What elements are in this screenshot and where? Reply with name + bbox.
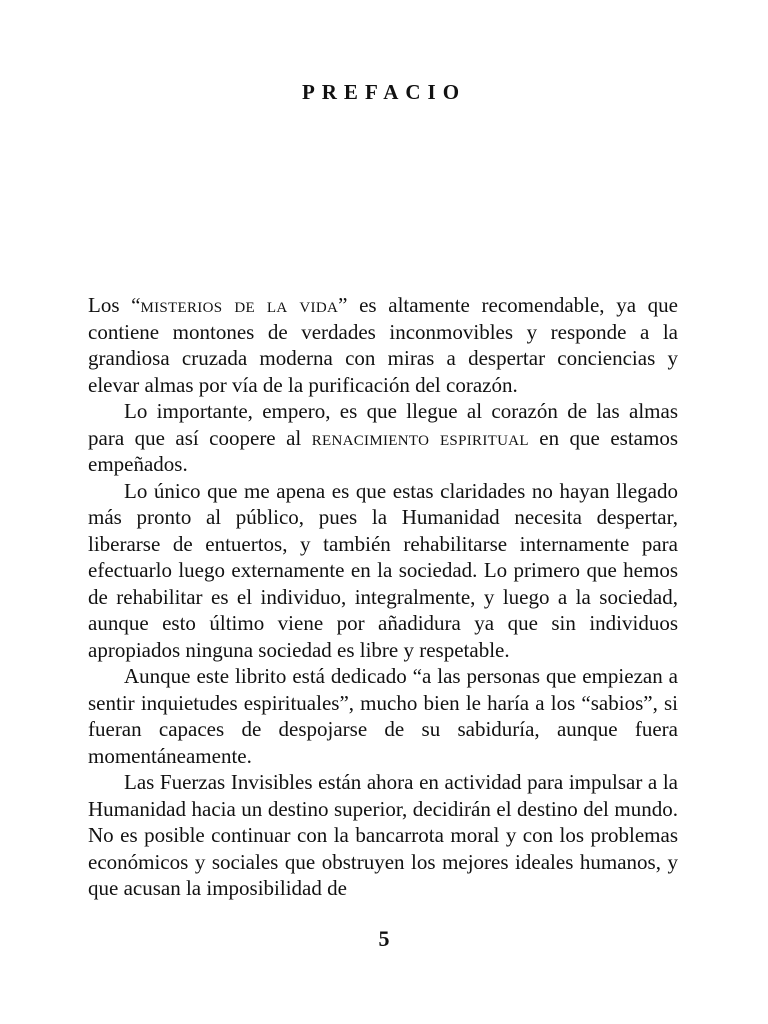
- book-title-small-caps: misterios de la vida: [140, 293, 339, 317]
- renacimiento-small-caps: renacimiento espiritual: [311, 425, 529, 450]
- paragraph-5: Las Fuerzas Invisibles están ahora en actividad para impulsar a la Humanidad hacia un destino superior, decidirán el destino del mundo. No es posible continuar con la bancarrota moral y con los problemas económicos y sociales que obstruyen los mejores ideales humanos, y que acusan la imposibilidad de: [88, 770, 678, 900]
- paragraph-2-rest: en que estamos empeñados.: [88, 425, 679, 476]
- paragraph-1: [88, 292, 678, 398]
- paragraph-1-rest: ” es altamente recomendable, ya que contiene montones de verdades inconmovibles y responde a la grandiosa cruzada moderna con miras a despertar conciencias y elevar almas por vía de la purificación del corazón.: [88, 293, 678, 397]
- paragraph-3: Lo único que me apena es que estas claridades no hayan llegado más pronto al público, pues la Humanidad necesita despertar, liberarse de entuertos, y también rehabilitarse internamente para efectuarlo luego externamente en la sociedad. Lo primero que hemos de rehabilitar es el individuo, integralmente, y luego a la sociedad, aunque esto último viene por añadidura ya que sin individuos apropiados ninguna sociedad es libre y respetable.: [88, 478, 678, 662]
- chapter-heading: PREFACIO: [301, 80, 467, 104]
- paragraph-2-lead: Lo importante, empero, es que llegue al corazón de las almas para que así coopere al: [88, 399, 678, 450]
- paragraph-1-lead: Los “: [88, 293, 141, 317]
- page-number: 5: [378, 926, 390, 951]
- preface-body: [88, 292, 678, 902]
- paragraph-4: Aunque este librito está dedicado “a las personas que empiezan a sentir inquietudes espirituales”, mucho bien le haría a los “sabios”, si fueran capaces de despojarse de su sabiduría, aunque fuera momentáneamente.: [88, 664, 678, 768]
- paragraph-2: [88, 398, 678, 478]
